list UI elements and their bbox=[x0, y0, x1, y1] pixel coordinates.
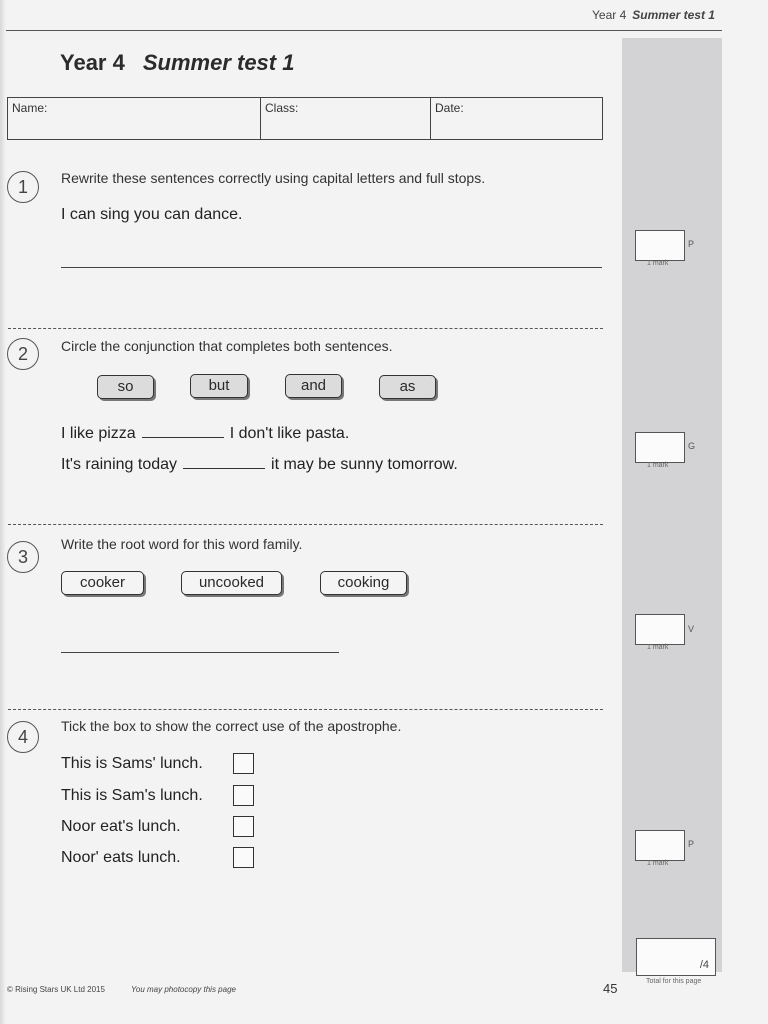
title-year: Year 4 bbox=[60, 50, 125, 75]
tick-box-1[interactable] bbox=[233, 753, 254, 774]
question-1-sentence: I can sing you can dance. bbox=[61, 206, 243, 223]
sentence-2-start: It's raining today bbox=[61, 456, 178, 473]
tick-box-4[interactable] bbox=[233, 847, 254, 868]
tick-box-2[interactable] bbox=[233, 785, 254, 806]
question-3-number: 3 bbox=[7, 541, 39, 573]
name-field[interactable] bbox=[8, 98, 261, 139]
sentence-1-blank[interactable] bbox=[142, 425, 224, 438]
question-4-mark-code: P bbox=[688, 839, 695, 849]
sentence-1-end: I don't like pasta. bbox=[229, 425, 350, 442]
section-divider bbox=[8, 524, 603, 525]
question-3-mark-box[interactable] bbox=[635, 614, 685, 645]
option-text-2: This is Sam's lunch. bbox=[61, 787, 203, 804]
date-label: Date: bbox=[435, 101, 464, 115]
question-3-mark-code: V bbox=[688, 624, 695, 634]
page-total-value: /4 bbox=[699, 959, 709, 971]
question-1-mark-box[interactable] bbox=[635, 230, 685, 261]
word-uncooked: uncooked bbox=[181, 571, 282, 595]
word-cooking: cooking bbox=[320, 571, 407, 595]
footer-copyright: © Rising Stars UK Ltd 2015 bbox=[7, 985, 105, 994]
question-1-mark-label: 1 mark bbox=[647, 260, 669, 267]
header-year: Year 4 bbox=[592, 8, 627, 22]
question-3-answer-line[interactable] bbox=[61, 652, 339, 653]
sentence-2-blank[interactable] bbox=[183, 456, 265, 469]
question-3-mark-label: 1 mark bbox=[647, 644, 669, 651]
option-as[interactable]: as bbox=[379, 375, 436, 399]
sentence-2-end: it may be sunny tomorrow. bbox=[271, 456, 458, 473]
section-divider bbox=[8, 328, 603, 329]
student-info-table bbox=[7, 97, 603, 140]
name-label: Name: bbox=[12, 101, 48, 115]
option-and[interactable]: and bbox=[285, 374, 342, 398]
page-number: 45 bbox=[603, 981, 618, 996]
class-label: Class: bbox=[265, 101, 299, 115]
title-test: Summer test 1 bbox=[142, 50, 295, 75]
question-1-number: 1 bbox=[7, 171, 39, 203]
option-text-3: Noor eat's lunch. bbox=[61, 818, 181, 835]
page-total-box[interactable] bbox=[636, 938, 716, 976]
question-4-mark-label: 1 mark bbox=[647, 860, 669, 867]
question-2-sentence-1 bbox=[61, 425, 349, 443]
question-4-number: 4 bbox=[7, 721, 39, 753]
option-but[interactable]: but bbox=[190, 374, 248, 398]
question-2-mark-code: G bbox=[688, 441, 696, 451]
header-rule bbox=[6, 30, 722, 31]
header-test: Summer test 1 bbox=[632, 8, 715, 22]
page-title bbox=[60, 50, 294, 76]
running-header bbox=[592, 8, 715, 22]
footer-note: You may photocopy this page bbox=[131, 985, 236, 994]
class-field[interactable] bbox=[261, 98, 431, 139]
question-2-prompt: Circle the conjunction that completes both sentences. bbox=[61, 338, 393, 354]
option-text-1: This is Sams' lunch. bbox=[61, 755, 203, 772]
question-4-prompt: Tick the box to show the correct use of the apostrophe. bbox=[61, 718, 402, 734]
date-field[interactable] bbox=[431, 98, 600, 139]
question-1-prompt: Rewrite these sentences correctly using capital letters and full stops. bbox=[61, 170, 486, 186]
question-1-mark-code: P bbox=[688, 239, 695, 249]
option-text-4: Noor' eats lunch. bbox=[61, 849, 181, 866]
option-so[interactable]: so bbox=[97, 375, 154, 399]
section-divider bbox=[8, 709, 603, 710]
question-2-mark-label: 1 mark bbox=[647, 462, 669, 469]
question-3-prompt: Write the root word for this word family. bbox=[61, 536, 303, 552]
sentence-1-start: I like pizza bbox=[61, 425, 136, 442]
question-4-mark-box[interactable] bbox=[635, 830, 685, 861]
question-2-mark-box[interactable] bbox=[635, 432, 685, 463]
page-left-edge bbox=[0, 0, 6, 1024]
page-total-label: Total for this page bbox=[646, 978, 702, 985]
question-2-sentence-2 bbox=[61, 456, 458, 474]
question-2-number: 2 bbox=[7, 338, 39, 370]
word-cooker: cooker bbox=[61, 571, 144, 595]
tick-box-3[interactable] bbox=[233, 816, 254, 837]
question-1-answer-line[interactable] bbox=[61, 267, 602, 268]
